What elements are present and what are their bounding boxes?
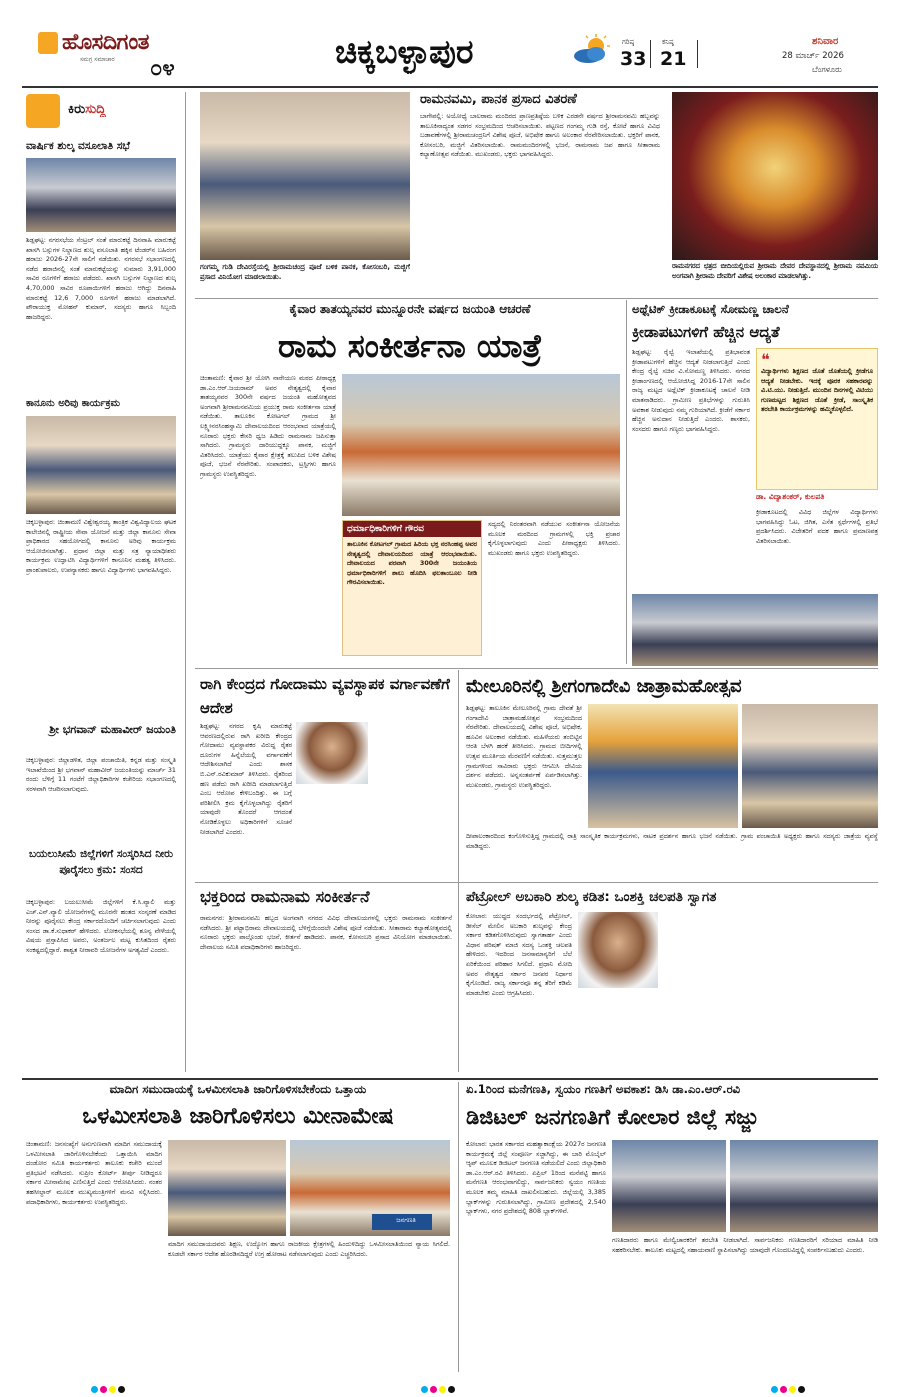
min-temp-label: ಕನಿಷ್ಠ [662, 38, 674, 46]
masthead [0, 0, 900, 86]
ragi-photo [296, 722, 368, 784]
census-body-2: ಗಣತಿದಾರರು ಹಾಗೂ ಮೇಲ್ವಿಚಾರಕರಿಗೆ ತರಬೇತಿ ನೀಡಲಾಗಿದೆ. ಸಾರ್ವಜನಿಕರು ಗಣತಿದಾರರಿಗೆ ಸರಿಯಾದ ಮಾಹಿತಿ ನೀಡಿ ಸಹಕರಿಸಬೇಕು. ತಾಲೂಕು ಮಟ್ಟದಲ್ಲಿ ಸಹಾಯವಾಣಿ ಸ್ಥಾಪಿಸಲಾಗಿದ್ದು ಯಾವುದೇ ಗೊಂದಲವಿದ್ದಲ್ಲಿ ಸಂಪರ್ಕಿಸಬಹುದು ಎಂದರು. [612, 1236, 878, 1254]
kaivara-box-title: ಧರ್ಮಾಧಿಕಾರಿಗಳಿಗೆ ಗೌರವ [343, 521, 481, 537]
registration-marks-left [90, 1378, 126, 1397]
temp-divider [650, 40, 651, 68]
meluru-body-2: ದೀಪಾಲಂಕಾರದಿಂದ ಕಂಗೊಳಿಸುತ್ತಿದ್ದ ಗ್ರಾಮದಲ್ಲಿ ರಾತ್ರಿ ಸಾಂಸ್ಕೃತಿಕ ಕಾರ್ಯಕ್ರಮಗಳು, ನಾಟಕ ಪ್ರದರ್ಶನ ಹಾಗೂ ಭಜನೆ ನಡೆಯಿತು. ಗ್ರಾಮ ಪಂಚಾಯಿತಿ ಅಧ್ಯಕ್ಷರು ಹಾಗೂ ಸದಸ್ಯರು ಜಾತ್ರೆಯ ವ್ಯವಸ್ಥೆ ಮಾಡಿದ್ದರು. [466, 832, 878, 850]
gangamma-caption: ಗಂಗಮ್ಮ ಗುಡಿ ದೇವಿರಸ್ತೆಯಲ್ಲಿ ಶ್ರೀರಾಮಚಂದ್ರ ಪೂಜೆ ಬಳಿಕ ಪಾನಕ, ಕೋಸಂಬರಿ, ಮಜ್ಜಿಗೆ ಪ್ರಸಾದ ವಿನಿಯೋಗ ಮಾಡಲಾಯಿತು. [200, 263, 410, 281]
registration-marks-mid [420, 1378, 456, 1397]
brand-badge [38, 32, 58, 54]
petrol-photo [578, 912, 658, 988]
petrol-body-col2 [664, 912, 878, 1072]
madiga-body-2: ಮಾದಿಗ ಸಮುದಾಯದವರು ಶಿಕ್ಷಣ, ಉದ್ಯೋಗ ಹಾಗೂ ರಾಜಕೀಯ ಕ್ಷೇತ್ರಗಳಲ್ಲಿ ಹಿಂದುಳಿದಿದ್ದು ಒಳಮೀಸಲಾತಿಯಿಂದ ನ್ಯಾಯ ಸಿಗಲಿದೆ. ಕೂಡಲೇ ಸರ್ಕಾರ ಆದೇಶ ಹೊರಡಿಸದಿದ್ದರೆ ಉಗ್ರ ಹೋರಾಟ ನಡೆಸಲಾಗುವುದು ಎಂದು ಎಚ್ಚರಿಸಿದರು. [168, 1240, 450, 1258]
kiru-label-a: ಕಿರು [68, 102, 86, 117]
bhakta-headline: ಭಕ್ತರಿಂದ ರಾಮನಾಮ ಸಂಕೀರ್ತನೆ [200, 887, 370, 906]
masthead-rule [22, 86, 878, 88]
madiga-kicker: ಮಾದಿಗ ಸಮುದಾಯಕ್ಕೆ ಒಳಮೀಸಲಾತಿ ಜಾರಿಗೊಳಿಸಬೇಕೆಂದು ಒತ್ತಾಯ [109, 1082, 367, 1096]
row-rule-4 [22, 1078, 878, 1080]
athletic-headline: ಕ್ರೀಡಾಪಟುಗಳಿಗೆ ಹೆಚ್ಚಿನ ಆದ್ಯತೆ [632, 323, 780, 341]
ragi-body-col2 [372, 722, 452, 878]
kaivara-box [342, 520, 482, 656]
col-divider-bottom [458, 1082, 459, 1372]
kaivara-photo [342, 374, 620, 516]
athletic-quote: ವಿದ್ಯಾರ್ಥಿಗಳು ಶಿಕ್ಷಣದ ಜೊತೆ ಜೊತೆಯಲ್ಲಿ ಕ್ರೀಡೆಗೂ ಆದ್ಯತೆ ನೀಡಬೇಕು. ಇದಕ್ಕೆ ಪೂರಕ ಸಹಕಾರವನ್ನು ವಿ.ಟಿ.ಯು. ನೀಡುತ್ತಿದೆ. ಮುಂದಿನ ದಿನಗಳಲ್ಲಿ ವಿಟಿಯು ಗುಣಮಟ್ಟದ ಶಿಕ್ಷಣದ ಜೊತೆ ಕ್ರೀಡೆ, ಸಾಂಸ್ಕೃತಿಕ ತರಬೇತಿ ಕಾರ್ಯಕ್ರಮಗಳನ್ನು ಹಮ್ಮಿಕೊಳ್ಳಲಿದೆ. [761, 367, 873, 414]
row-rule-2 [195, 668, 878, 669]
issue-day: ಶನಿವಾರ [812, 36, 839, 47]
meluru-photo-2 [742, 704, 878, 828]
row-rule-1 [195, 298, 878, 299]
census-headline: ಡಿಜಿಟಲ್ ಜನಗಣತಿಗೆ ಕೋಲಾರ ಜಿಲ್ಲೆ ಸಜ್ಜು [466, 1105, 759, 1129]
athletic-quote-box [756, 348, 878, 490]
kiru-h4: ಬಯಲುಸೀಮೆ ಜಿಲ್ಲೆಗಳಿಗೆ ಸಂಸ್ಕರಿಸಿದ ನೀರು ಪೂರೈಸಲು ಕ್ರಮ: ಸಂಸದ [29, 848, 173, 876]
ramanavami-photo-caption: ರಾಮನಗರದ ಛತ್ರದ ಬೀದಿಯಲ್ಲಿರುವ ಶ್ರೀರಾಮ ದೇವರ ದೇವಸ್ಥಾನದಲ್ಲಿ ಶ್ರೀರಾಮ ನವಮಿಯ ಅಂಗವಾಗಿ ಶ್ರೀರಾಮ ದೇವರಿಗೆ ವಿಶೇಷ ಅಲಂಕಾರ ಮಾಡಲಾಗಿತ್ತು. [672, 262, 878, 280]
ramanavami-headline: ರಾಮನವಮಿ, ಪಾನಕ ಪ್ರಸಾದ ವಿತರಣೆ [420, 92, 577, 107]
kiru-p2: ಚಿಕ್ಕಬಳ್ಳಾಪುರ: ಚಿಂತಾಮಣಿ ವಿಶ್ವೇಶ್ವರಯ್ಯ ತಾಂತ್ರಿಕ ವಿಶ್ವವಿದ್ಯಾಲಯ ಘಟಕ ಕಾಲೇಜಿನಲ್ಲಿ ರಾಷ್ಟ್ರೀಯ ಸೇವಾ ಯೋಜನೆ ಮತ್ತು ಜಿಲ್ಲಾ ಕಾನೂನು ಸೇವಾ ಪ್ರಾಧಿಕಾರದ ಸಹಯೋಗದಲ್ಲಿ ಕಾನೂನು ಅರಿವು ಕಾರ್ಯಕ್ರಮ ಆಯೋಜಿಸಲಾಗಿತ್ತು. ಪ್ರಧಾನ ಜಿಲ್ಲಾ ಮತ್ತು ಸತ್ರ ನ್ಯಾಯಾಧೀಶರು ಕಾರ್ಯಕ್ರಮ ಉದ್ಘಾಟಿಸಿ ವಿದ್ಯಾರ್ಥಿಗಳಿಗೆ ಕಾನೂನಿನ ಮಹತ್ವ ತಿಳಿಸಿದರು. ಪ್ರಾಂಶುಪಾಲರು, ಉಪನ್ಯಾಸಕರು ಹಾಗೂ ವಿದ್ಯಾರ್ಥಿಗಳು ಭಾಗವಹಿಸಿದ್ದರು. [26, 518, 176, 574]
kiru-p4: ಚಿಕ್ಕಬಳ್ಳಾಪುರ: ಬಯಲುಸೀಮೆ ಜಿಲ್ಲೆಗಳಿಗೆ ಕೆ.ಸಿ.ವ್ಯಾಲಿ ಮತ್ತು ಎಚ್.ಎನ್.ವ್ಯಾಲಿ ಯೋಜನೆಗಳಲ್ಲಿ ಮೂರನೇ ಹಂತದ ಸಂಸ್ಕರಣೆ ಮಾಡಿದ ನೀರನ್ನು ಪೂರೈಸಲು ಕೇಂದ್ರ ಸರ್ಕಾರದೊಂದಿಗೆ ಚರ್ಚಿಸಲಾಗುವುದು ಎಂದು ಸಂಸದ ಡಾ.ಕೆ.ಸುಧಾಕರ್ ಹೇಳಿದರು. ಲೋಕಸಭೆಯಲ್ಲಿ ಶೂನ್ಯ ವೇಳೆಯಲ್ಲಿ ವಿಷಯ ಪ್ರಸ್ತಾಪಿಸಿದ ಅವರು, ಅಂತರ್ಜಲ ಮಟ್ಟ ಕುಸಿತದಿಂದ ರೈತರು ಸಂಕಷ್ಟದಲ್ಲಿದ್ದಾರೆ. ಶಾಶ್ವತ ನೀರಾವರಿ ಯೋಜನೆಗಳ ಅಗತ್ಯವಿದೆ ಎಂದರು. [26, 898, 176, 954]
kiru-h2: ಕಾನೂನು ಅರಿವು ಕಾರ್ಯಕ್ರಮ [26, 398, 121, 409]
kaivara-box-body: ತಾಲೂಕಿನ ಕೋಟಗಲ್ ಗ್ರಾಮದ ಹಿರಿಯ ಭಕ್ತ ನರಸಿಂಹಪ್ಪ ಅವರ ನೇತೃತ್ವದಲ್ಲಿ ದೇವಾಲಯದಿಂದ ಯಾತ್ರೆ ಆರಂಭವಾಯಿತು. ದೇವಾಲಯದ ಪರವಾಗಿ 300ನೇ ಜಯಂತಿಯ ಧರ್ಮಾಧಿಕಾರಿಗಳಿಗೆ ಶಾಲು ಹೊದಿಸಿ ಫಲತಾಂಬೂಲ ನೀಡಿ ಗೌರವಿಸಲಾಯಿತು. [347, 540, 477, 587]
meluru-headline: ಮೇಲೂರಿನಲ್ಲಿ ಶ್ರೀಗಂಗಾದೇವಿ ಜಾತ್ರಾಮಹೋತ್ಸವ [466, 676, 742, 697]
athletic-body-2: ಕ್ರೀಡಾಕೂಟದಲ್ಲಿ ವಿವಿಧ ಜಿಲ್ಲೆಗಳ ವಿದ್ಯಾರ್ಥಿಗಳು ಭಾಗವಹಿಸಿದ್ದು ಓಟ, ಜಿಗಿತ, ಎಸೆತ ಸ್ಪರ್ಧೆಗಳಲ್ಲಿ ಪ್ರತಿಭೆ ಪ್ರದರ್ಶಿಸಿದರು. ವಿಜೇತರಿಗೆ ಪದಕ ಹಾಗೂ ಪ್ರಮಾಣಪತ್ರ ವಿತರಿಸಲಾಯಿತು. [756, 508, 878, 545]
madiga-body: ಚಿಂತಾಮಣಿ: ಜನಸಂಖ್ಯೆಗೆ ಅನುಗುಣವಾಗಿ ಮಾದಿಗ ಸಮುದಾಯಕ್ಕೆ ಒಳಮೀಸಲಾತಿ ಜಾರಿಗೊಳಿಸಬೇಕೆಂದು ಒತ್ತಾಯಿಸಿ ಮಾದಿಗ ದಂಡೋರ ಸಮಿತಿ ಕಾರ್ಯಕರ್ತರು ತಾಲೂಕು ಕಚೇರಿ ಮುಂದೆ ಪ್ರತಿಭಟನೆ ನಡೆಸಿದರು. ಸುಪ್ರೀಂ ಕೋರ್ಟ್ ತೀರ್ಪು ನೀಡಿದ್ದರೂ ಸರ್ಕಾರ ಮೀನಾಮೇಷ ಎಣಿಸುತ್ತಿದೆ ಎಂದು ಆರೋಪಿಸಿದರು. ನಂತರ ತಹಸೀಲ್ದಾರ್ ಮೂಲಕ ಮುಖ್ಯಮಂತ್ರಿಗಳಿಗೆ ಮನವಿ ಸಲ್ಲಿಸಿದರು. ಪದಾಧಿಕಾರಿಗಳು, ಕಾರ್ಯಕರ್ತರು ಉಪಸ್ಥಿತರಿದ್ದರು. [26, 1140, 162, 1206]
max-temp: 33 [620, 48, 647, 70]
ramanavami-photo [672, 92, 878, 260]
bhakta-body: ರಾಮನಗರ: ಶ್ರೀರಾಮನವಮಿ ಹಬ್ಬದ ಅಂಗವಾಗಿ ನಗರದ ವಿವಿಧ ದೇವಾಲಯಗಳಲ್ಲಿ ಭಕ್ತರು ರಾಮನಾಮ ಸಂಕೀರ್ತನೆ ನಡೆಸಿದರು. ಶ್ರೀ ಪಟ್ಟಾಭಿರಾಮ ದೇವಾಲಯದಲ್ಲಿ ಬೆಳಿಗ್ಗೆಯಿಂದಲೇ ವಿಶೇಷ ಪೂಜೆ ನಡೆಯಿತು. ಸೀತಾರಾಮ ಕಲ್ಯಾಣೋತ್ಸವದಲ್ಲಿ ನೂರಾರು ಭಕ್ತರು ಪಾಲ್ಗೊಂಡು ಭಜನೆ, ಕೀರ್ತನೆ ಹಾಡಿದರು. ಪಾನಕ, ಕೋಸಂಬರಿ ಪ್ರಸಾದ ವಿನಿಯೋಗ ಮಾಡಲಾಯಿತು. ದೇವಾಲಯ ಸಮಿತಿ ಪದಾಧಿಕಾರಿಗಳು ಹಾಜರಿದ್ದರು. [200, 914, 452, 951]
hand-icon [26, 94, 60, 128]
kiru-photo-2 [26, 416, 176, 514]
quote-icon: ❝ [761, 350, 770, 369]
max-temp-label: ಗರಿಷ್ಠ [622, 38, 635, 46]
col-divider-mid [626, 300, 627, 664]
athletic-photo [632, 594, 878, 666]
kaivara-kicker: ಕೈವಾರ ತಾತಯ್ಯನವರ ಮುನ್ನೂರನೇ ವರ್ಷದ ಜಯಂತಿ ಆಚರಣೆ [289, 302, 531, 316]
madiga-headline: ಒಳಮೀಸಲಾತಿ ಜಾರಿಗೊಳಿಸಲು ಮೀನಾಮೇಷ [82, 1104, 394, 1129]
petrol-headline: ಪೆಟ್ರೋಲ್ ಅಬಕಾರಿ ಶುಲ್ಕ ಕಡಿತ: ಒಂಶಕ್ತಿ ಚಲಪತಿ ಸ್ವಾಗತ [466, 889, 717, 905]
edition-number: ೦೪ [150, 56, 175, 81]
row-rule-3 [195, 882, 878, 883]
meluru-body: ಶಿಡ್ಲಘಟ್ಟ: ತಾಲೂಕಿನ ಮೇಲೂರಿನಲ್ಲಿ ಗ್ರಾಮ ದೇವತೆ ಶ್ರೀ ಗಂಗಾದೇವಿ ಜಾತ್ರಾಮಹೋತ್ಸವ ಸಂಭ್ರಮದಿಂದ ನೆರವೇರಿತು. ದೇವಾಲಯದಲ್ಲಿ ವಿಶೇಷ ಪೂಜೆ, ಅಭಿಷೇಕ, ಹೂವಿನ ಅಲಂಕಾರ ನಡೆಯಿತು. ಮಹಿಳೆಯರು ತಂಬಿಟ್ಟಿನ ಆರತಿ ಬೆಳಗಿ ಹರಕೆ ತೀರಿಸಿದರು. ಗ್ರಾಮದ ಬೀದಿಗಳಲ್ಲಿ ಉತ್ಸವ ಮೂರ್ತಿಯ ಮೆರವಣಿಗೆ ನಡೆಯಿತು. ಸುತ್ತಮುತ್ತಲ ಗ್ರಾಮಗಳಿಂದ ಸಾವಿರಾರು ಭಕ್ತರು ಆಗಮಿಸಿ ದೇವಿಯ ದರ್ಶನ ಪಡೆದರು. ಅನ್ನಸಂತರ್ಪಣೆ ಏರ್ಪಡಿಸಲಾಗಿತ್ತು. ಮುಖಂಡರು, ಗ್ರಾಮಸ್ಥರು ಉಪಸ್ಥಿತರಿದ್ದರು. [466, 704, 582, 789]
ramanavami-body: ಬಾಗೇಪಲ್ಲಿ: ಅಯೋಧ್ಯೆ ಬಾಲರಾಮ ಮಂದಿರದ ಪ್ರಾಣಪ್ರತಿಷ್ಠೆಯ ಬಳಿಕ ಎರಡನೇ ವರ್ಷದ ಶ್ರೀರಾಮನವಮಿ ಹಬ್ಬವನ್ನು ತಾಲೂಕಿನಾದ್ಯಂತ ಸಡಗರ ಸಂಭ್ರಮದಿಂದ ಆಚರಿಸಲಾಯಿತು. ಪಟ್ಟಣದ ಗಂಗಮ್ಮ ಗುಡಿ ರಸ್ತೆ, ಕೋಟೆ ಹಾಗೂ ವಿವಿಧ ಬಡಾವಣೆಗಳಲ್ಲಿ ಶ್ರೀರಾಮಚಂದ್ರನಿಗೆ ವಿಶೇಷ ಪೂಜೆ, ಅಭಿಷೇಕ ಹಾಗೂ ಅಲಂಕಾರ ನೆರವೇರಿಸಲಾಯಿತು. ಭಕ್ತರಿಗೆ ಪಾನಕ, ಕೋಸಂಬರಿ, ಮಜ್ಜಿಗೆ ವಿತರಿಸಲಾಯಿತು. ರಾಮಮಂದಿರಗಳಲ್ಲಿ ಭಜನೆ, ರಾಮನಾಮ ಜಪ ಹಾಗೂ ಸೀತಾರಾಮ ಕಲ್ಯಾಣೋತ್ಸವ ನಡೆಯಿತು. ಮುಖಂಡರು, ಭಕ್ತರು ಭಾಗವಹಿಸಿದ್ದರು. [420, 112, 660, 159]
petrol-body: ಕೋಲಾರ: ಯುದ್ಧದ ಸಂದರ್ಭದಲ್ಲಿ ಪೆಟ್ರೋಲ್, ಡೀಸೆಲ್ ಮೇಲಿನ ಅಬಕಾರಿ ಶುಲ್ಕವನ್ನು ಕೇಂದ್ರ ಸರ್ಕಾರ ಕಡಿತಗೊಳಿಸಿರುವುದು ಸ್ವಾಗತಾರ್ಹ ಎಂದು ವಿಧಾನ ಪರಿಷತ್ ಮಾಜಿ ಸದಸ್ಯ ಒಂಶಕ್ತಿ ಚಲಪತಿ ಹೇಳಿದರು. ಇದರಿಂದ ಜನಸಾಮಾನ್ಯರಿಗೆ ಬೆಲೆ ಏರಿಕೆಯಿಂದ ಪರಿಹಾರ ಸಿಗಲಿದೆ. ಪ್ರಧಾನಿ ಮೋದಿ ಅವರ ನೇತೃತ್ವದ ಸರ್ಕಾರ ಜನಪರ ನಿರ್ಧಾರ ಕೈಗೊಂಡಿದೆ. ರಾಜ್ಯ ಸರ್ಕಾರವೂ ತನ್ನ ತೆರಿಗೆ ಕಡಿಮೆ ಮಾಡಬೇಕು ಎಂದು ಆಗ್ರಹಿಸಿದರು. [466, 912, 572, 997]
kiru-p1: ಶಿಡ್ಲಘಟ್ಟ: ನಗರಸಭೆಯ ಸೆಂಟ್ರಲ್ ಸಂತೆ ಮಾರುಕಟ್ಟೆ ದಿನವಾಹಿ ಮಾರುಕಟ್ಟೆ ಖಾಸಗಿ ಬಸ್ಸುಗಳ ನಿಲ್ದಾಣದ ಶುಲ್ಕ ವಸೂಲಾತಿ ಹಕ್ಕಿನ ಟೆಂಡರ್‌ನ ಬಹಿರಂಗ ಹರಾಜು 2026-27ನೇ ಸಾಲಿಗೆ ನಡೆಯಿತು. ನಗರಸಭೆ ಸಭಾಂಗಣದಲ್ಲಿ ನಡೆದ ಹರಾಜಿನಲ್ಲಿ ಸಂತೆ ಮಾರುಕಟ್ಟೆಯನ್ನು ಸುಮಾರು 3,91,000 ಸಾವಿರ ರೂಗಳಿಗೆ ಹರಾಜು ಪಡೆದರು. ಖಾಸಗಿ ಬಸ್ಸುಗಳ ನಿಲ್ದಾಣದ ಶುಲ್ಕ 4,70,000 ಸಾವಿರ ರೂಪಾಯಿಗಳಿಗೆ ಹರಾಜು ಆಗಿದ್ದು ದಿನವಾಹಿ ಮಾರುಕಟ್ಟೆ 12,6 7,000 ರೂಗಳಿಗೆ ಹರಾಜು ಮಾಡಲಾಗಿದೆ. ಪೌರಾಯುಕ್ತ ಮೋಹನ್ ಕುಮಾರ್, ಸದಸ್ಯರು ಹಾಗೂ ಸಿಬ್ಬಂದಿ ಹಾಜರಿದ್ದರು. [26, 236, 176, 321]
issue-city: ಬೆಂಗಳೂರು [812, 65, 842, 74]
kaivara-body: ಚಿಂತಾಮಣಿ: ಕೈವಾರ ಶ್ರೀ ಯೋಗಿ ನಾರೇಯಣ ಮಠದ ಪೀಠಾಧ್ಯಕ್ಷ ಡಾ.ಎಂ.ಆರ್.ಜಯರಾಮ್ ಅವರ ನೇತೃತ್ವದಲ್ಲಿ ಕೈವಾರ ತಾತಯ್ಯನವರ 300ನೇ ವರ್ಷದ ಜಯಂತಿ ಮಹೋತ್ಸವದ ಅಂಗವಾಗಿ ಶ್ರೀರಾಮನವಮಿಯ ಪ್ರಯುಕ್ತ ರಾಮ ಸಂಕೀರ್ತನಾ ಯಾತ್ರೆ ನಡೆಯಿತು. ತಾಲೂಕಿನ ಕೋಟಗಲ್ ಗ್ರಾಮದ ಶ್ರೀ ಲಕ್ಷ್ಮೀನರಸಿಂಹಸ್ವಾಮಿ ದೇವಾಲಯದಿಂದ ಆರಂಭವಾದ ಯಾತ್ರೆಯಲ್ಲಿ ನೂರಾರು ಭಕ್ತರು ಕೇಸರಿ ಧ್ವಜ ಹಿಡಿದು ರಾಮನಾಮ ಜಪಿಸುತ್ತಾ ಸಾಗಿದರು. ಗ್ರಾಮಸ್ಥರು ದಾರಿಯುದ್ದಕ್ಕೂ ಪಾನಕ, ಮಜ್ಜಿಗೆ ವಿತರಿಸಿದರು. ಯಾತ್ರೆಯು ಕೈವಾರ ಕ್ಷೇತ್ರಕ್ಕೆ ತಲುಪಿದ ಬಳಿಕ ವಿಶೇಷ ಪೂಜೆ, ಭಜನೆ ನೆರವೇರಿತು. ಸಂಪಾದಕರು, ಟ್ರಸ್ಟಿಗಳು ಹಾಗೂ ಗ್ರಾಮಸ್ಥರು ಉಪಸ್ಥಿತರಿದ್ದರು. [200, 374, 336, 478]
athletic-body: ಶಿಡ್ಲಘಟ್ಟ: ರೈಲ್ವೆ ಇಲಾಖೆಯಲ್ಲಿ ಪ್ರತಿಭಾವಂತ ಕ್ರೀಡಾಪಟುಗಳಿಗೆ ಹೆಚ್ಚಿನ ಆದ್ಯತೆ ನೀಡಲಾಗುತ್ತಿದೆ ಎಂದು ಕೇಂದ್ರ ರೈಲ್ವೆ ಸಚಿವ ವಿ.ಸೋಮಣ್ಣ ತಿಳಿಸಿದರು. ನಗರದ ಕ್ರೀಡಾಂಗಣದಲ್ಲಿ ಆಯೋಜಿಸಿದ್ದ 2016-17ನೇ ಸಾಲಿನ ರಾಜ್ಯ ಮಟ್ಟದ ಅಥ್ಲೆಟಿಕ್ ಕ್ರೀಡಾಕೂಟಕ್ಕೆ ಚಾಲನೆ ನೀಡಿ ಮಾತನಾಡಿದರು. ಗ್ರಾಮೀಣ ಪ್ರತಿಭೆಗಳನ್ನು ಗುರುತಿಸಿ ಅವಕಾಶ ನೀಡುವುದು ನಮ್ಮ ಗುರಿಯಾಗಿದೆ. ಕ್ರೀಡೆಗೆ ಸರ್ಕಾರ ಹೆಚ್ಚಿನ ಅನುದಾನ ನೀಡುತ್ತಿದೆ ಎಂದರು. ಶಾಸಕರು, ಸಂಸದರು ಹಾಗೂ ಗಣ್ಯರು ಭಾಗವಹಿಸಿದ್ದರು. [632, 348, 750, 433]
temp-divider-2 [697, 40, 698, 68]
ragi-body: ಶಿಡ್ಲಘಟ್ಟ: ನಗರದ ಕೃಷಿ ಮಾರುಕಟ್ಟೆ ಆವರಣದಲ್ಲಿರುವ ರಾಗಿ ಖರೀದಿ ಕೇಂದ್ರದ ಗೋದಾಮು ವ್ಯವಸ್ಥಾಪಕರ ವಿರುದ್ಧ ರೈತರ ದೂರುಗಳ ಹಿನ್ನೆಲೆಯಲ್ಲಿ ವರ್ಗಾವಣೆಗೆ ಆದೇಶಿಸಲಾಗಿದೆ ಎಂದು ಶಾಸಕ ಬಿ.ಎನ್.ರವಿಕುಮಾರ್ ತಿಳಿಸಿದರು. ರೈತರಿಂದ ಹಣ ಪಡೆದು ರಾಗಿ ಖರೀದಿ ಮಾಡಲಾಗುತ್ತಿದೆ ಎಂಬ ಆರೋಪ ಕೇಳಿಬಂದಿತ್ತು. ಈ ಬಗ್ಗೆ ಪರಿಶೀಲಿಸಿ ಕ್ರಮ ಕೈಗೊಳ್ಳಲಾಗಿದ್ದು ರೈತರಿಗೆ ಯಾವುದೇ ತೊಂದರೆ ಆಗದಂತೆ ನೋಡಿಕೊಳ್ಳಲು ಅಧಿಕಾರಿಗಳಿಗೆ ಸೂಚನೆ ನೀಡಲಾಗಿದೆ ಎಂದರು. [200, 722, 292, 836]
issue-date: 28 ಮಾರ್ಚ್ 2026 [782, 51, 844, 61]
brand-name: ಹೊಸದಿಗಂತ [62, 30, 149, 55]
col-divider-left [185, 92, 186, 1072]
athletic-quote-by: ಡಾ. ವಿದ್ಯಾಶಂಕರ್, ಕುಲಪತಿ [756, 492, 825, 501]
min-temp: 21 [660, 48, 687, 70]
census-banner: ಜನಗಣತಿ [396, 1216, 416, 1224]
ragi-headline: ರಾಗಿ ಕೇಂದ್ರದ ಗೋದಾಮು ವ್ಯವಸ್ಥಾಪಕ ವರ್ಗಾವಣೆಗೆ ಆದೇಶ [200, 675, 450, 717]
census-body: ಕೋಲಾರ: ಭಾರತ ಸರ್ಕಾರದ ಮಹತ್ವಾಕಾಂಕ್ಷೆಯ 2027ರ ಜನಗಣತಿ ಕಾರ್ಯಕ್ರಮಕ್ಕೆ ಜಿಲ್ಲೆ ಸಂಪೂರ್ಣ ಸಜ್ಜಾಗಿದ್ದು, ಈ ಬಾರಿ ಮೊಬೈಲ್ ಆ್ಯಪ್ ಮೂಲಕ ಡಿಜಿಟಲ್ ಜನಗಣತಿ ನಡೆಯಲಿದೆ ಎಂದು ಜಿಲ್ಲಾಧಿಕಾರಿ ಡಾ.ಎಂ.ಆರ್.ರವಿ ತಿಳಿಸಿದರು. ಏಪ್ರಿಲ್ 1ರಿಂದ ಮನೆಪಟ್ಟಿ ಹಾಗೂ ಮನೆಗಣತಿ ಆರಂಭವಾಗಲಿದ್ದು, ಸಾರ್ವಜನಿಕರು ಸ್ವಯಂ ಗಣತಿಯ ಮೂಲಕ ತಮ್ಮ ಮಾಹಿತಿ ದಾಖಲಿಸಬಹುದು. ಜಿಲ್ಲೆಯಲ್ಲಿ 3,385 ಬ್ಲಾಕ್‌ಗಳನ್ನು ಗುರುತಿಸಲಾಗಿದ್ದು, ಗ್ರಾಮೀಣ ಪ್ರದೇಶದಲ್ಲಿ 2,540 ಬ್ಲಾಕ್‌ಗಳು, ನಗರ ಪ್ರದೇಶದಲ್ಲಿ 808 ಬ್ಲಾಕ್‌ಗಳಿವೆ. [466, 1140, 606, 1216]
kiru-photo-1 [26, 158, 176, 232]
kiru-h1: ವಾರ್ಷಿಕ ಶುಲ್ಕ ವಸೂಲಾತಿ ಸಭೆ [26, 140, 130, 152]
brand-tagline: ಸಮಗ್ರ ಸಮಾಚಾರ [80, 56, 115, 63]
weather-icon [572, 34, 612, 66]
kiru-label-b: ಸುದ್ದಿ [85, 102, 106, 117]
district-title: ಚಿಕ್ಕಬಳ್ಳಾಪುರ [335, 32, 474, 71]
kiru-p3: ಚಿಕ್ಕಬಳ್ಳಾಪುರ: ಜಿಲ್ಲಾಡಳಿತ, ಜಿಲ್ಲಾ ಪಂಚಾಯಿತಿ, ಕನ್ನಡ ಮತ್ತು ಸಂಸ್ಕೃತಿ ಇಲಾಖೆಯಿಂದ ಶ್ರೀ ಭಗವಾನ್ ಮಹಾವೀರ್ ಜಯಂತಿಯನ್ನು ಮಾರ್ಚ್ 31 ರಂದು ಬೆಳಿಗ್ಗೆ 11 ಗಂಟೆಗೆ ಜಿಲ್ಲಾಧಿಕಾರಿಗಳ ಕಚೇರಿಯ ಸಭಾಂಗಣದಲ್ಲಿ ಸರಳವಾಗಿ ಆಚರಿಸಲಾಗುವುದು. [26, 756, 176, 793]
census-photo-2 [730, 1140, 878, 1232]
census-kicker: ಏ.1ರಿಂದ ಮನೆಗಣತಿ, ಸ್ವಯಂ ಗಣತಿಗೆ ಅವಕಾಶ: ಡಿಸಿ ಡಾ.ಎಂ.ಆರ್.ರವಿ [466, 1082, 741, 1096]
meluru-photo [588, 704, 738, 828]
gangamma-photo [200, 92, 410, 260]
kaivara-body-2: ಸದ್ಯದಲ್ಲಿ ನಿರಂತರವಾಗಿ ನಡೆಯುವ ಸಂಕೀರ್ತನಾ ಯೋಜನೆಯ ಮೂಲಕ ಮಠದಿಂದ ಗ್ರಾಮಗಳಲ್ಲಿ ಭಕ್ತಿ ಪ್ರಚಾರ ಕೈಗೊಳ್ಳಲಾಗುವುದು ಎಂದು ಪೀಠಾಧ್ಯಕ್ಷರು ತಿಳಿಸಿದರು. ಮುಖಂಡರು ಹಾಗೂ ಭಕ್ತರು ಉಪಸ್ಥಿತರಿದ್ದರು. [488, 520, 620, 557]
athletic-kicker: ಅಥ್ಲೆಟಿಕ್ ಕ್ರೀಡಾಕೂಟಕ್ಕೆ ಸೋಮಣ್ಣ ಚಾಲನೆ [632, 302, 789, 316]
kaivara-headline: ರಾಮ ಸಂಕೀರ್ತನಾ ಯಾತ್ರೆ [277, 327, 543, 365]
kiru-h3: ಶ್ರೀ ಭಗವಾನ್ ಮಹಾವೀರ್ ಜಯಂತಿ [49, 723, 176, 736]
registration-marks-right [770, 1378, 806, 1397]
kiru-header [22, 92, 172, 132]
census-photo-1 [612, 1140, 726, 1232]
madiga-photo-1 [168, 1140, 286, 1236]
col-divider-mid-2 [458, 670, 459, 1072]
